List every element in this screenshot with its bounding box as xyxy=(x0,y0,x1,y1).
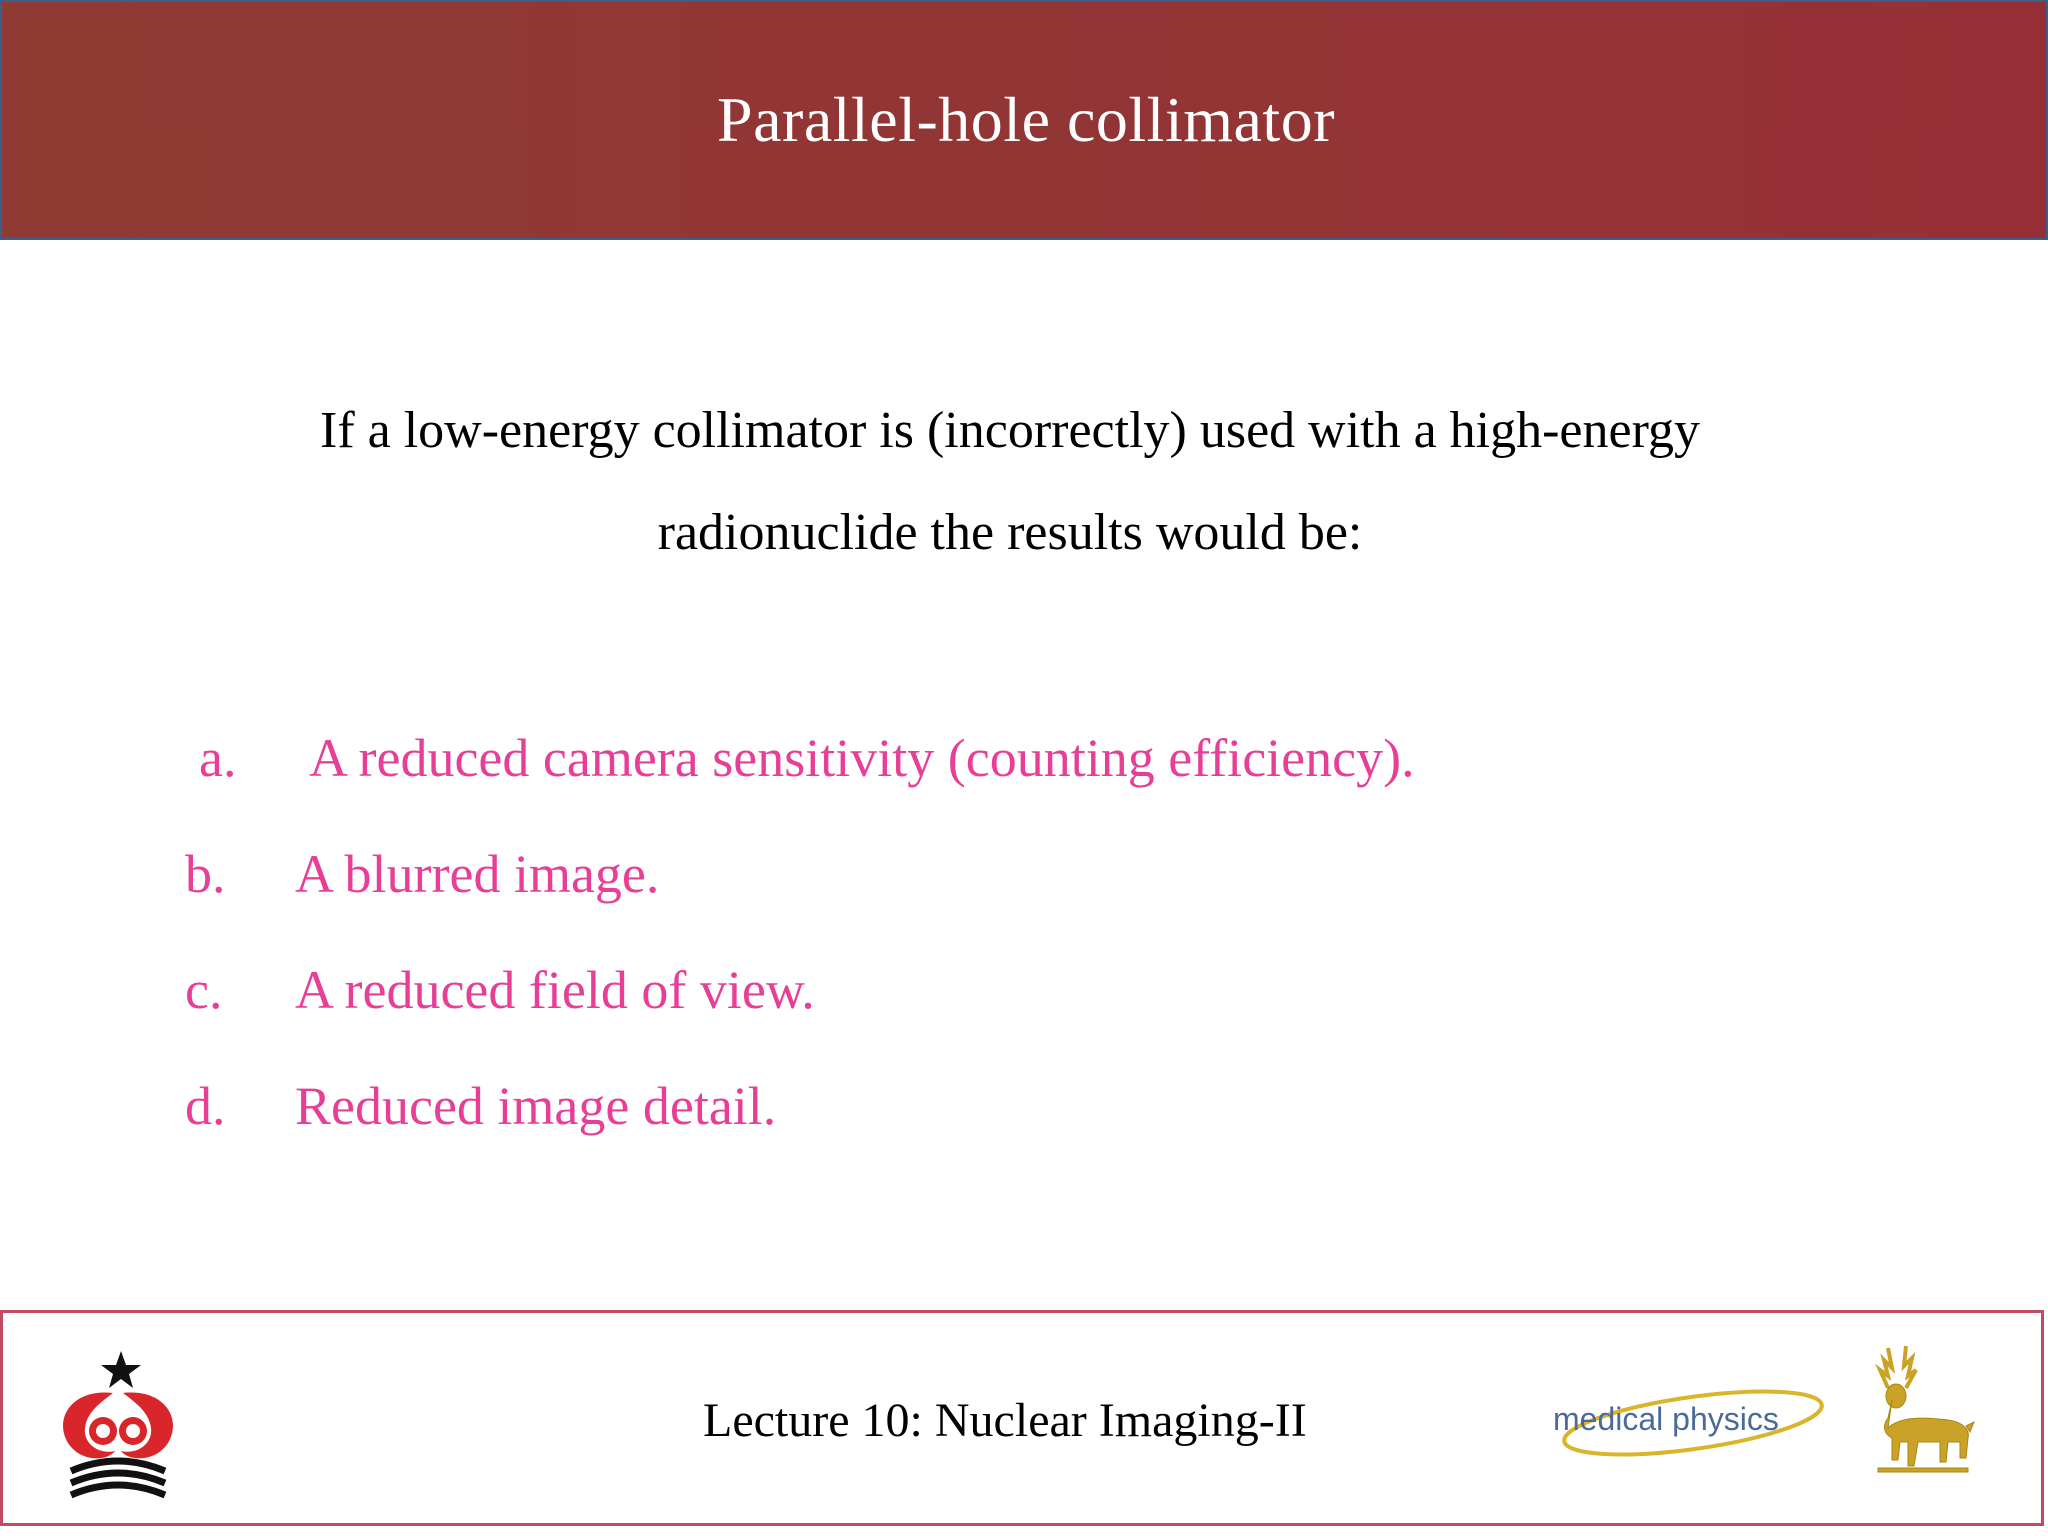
option-letter: b. xyxy=(185,844,226,904)
option-c xyxy=(185,932,1685,1048)
option-b xyxy=(185,816,1685,932)
option-text: A blurred image. xyxy=(295,844,660,904)
option-d xyxy=(185,1048,1685,1164)
university-crest-icon xyxy=(43,1343,193,1503)
option-a xyxy=(185,700,1685,816)
option-letter: a. xyxy=(199,728,237,788)
option-letter: d. xyxy=(185,1076,226,1136)
footer xyxy=(0,1310,2044,1526)
option-text: A reduced field of view. xyxy=(295,960,815,1020)
option-text: Reduced image detail. xyxy=(295,1076,777,1136)
lecture-label: Lecture 10: Nuclear Imaging-II xyxy=(703,1394,1307,1447)
title-bar xyxy=(0,0,2048,240)
medical-physics-text: medical physics xyxy=(1553,1401,1779,1437)
option-letter: c. xyxy=(185,960,223,1020)
answer-options xyxy=(185,700,1685,1164)
slide-title: Parallel-hole collimator xyxy=(717,84,1335,155)
medical-physics-logo xyxy=(1543,1373,1843,1473)
question-text xyxy=(190,380,1830,584)
question-line-1: If a low-energy collimator is (incorrectly) used with a high-energy xyxy=(320,402,1700,459)
option-text: A reduced camera sensitivity (counting efficiency). xyxy=(309,728,1415,788)
stag-emblem-icon xyxy=(1858,1338,1978,1488)
question-line-2: radionuclide the results would be: xyxy=(657,504,1363,561)
